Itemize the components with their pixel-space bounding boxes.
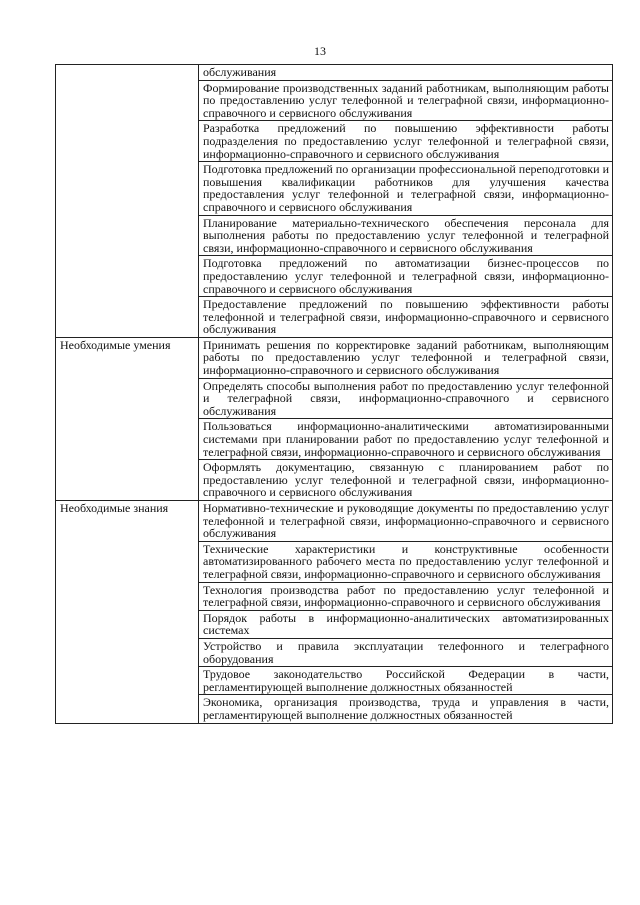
cell-text: Подготовка предложений по организации профессиональной переподготовки и повышения квалификации работников для улучшения качества предоставления услуг телефонной и телеграфной связи, информационно-справочного и сервисного обслуживания <box>203 162 609 214</box>
table-cell <box>199 667 613 695</box>
cell-text: Разработка предложений по повышению эффективности работы подразделения по предоставлению услуг телефонной и телеграфной связи, информационно-справочного и сервисного обслуживания <box>203 121 609 161</box>
cell-text: Оформлять документацию, связанную с планированием работ по предоставлению услуг телефонной и телеграфной связи, информационно-справочного и сервисного обслуживания <box>203 460 609 500</box>
cell-text: обслуживания <box>203 65 277 79</box>
table-cell <box>199 215 613 256</box>
table-row <box>56 501 613 542</box>
cell-text: Нормативно-технические и руководящие документы по предоставлению услуг телефонной и телеграфной связи, информационно-справочного и сервисного обслуживания <box>203 501 609 541</box>
table-cell <box>199 460 613 501</box>
cell-text: Принимать решения по корректировке заданий работникам, выполняющим работы по предоставлению услуг телефонной и телеграфной связи, информационно-справочного и сервисного обслуживания <box>203 337 609 378</box>
cell-text: Пользоваться информационно-аналитическими автоматизированными системами при планировании работ по предоставлению услуг телефонной и телеграфной связи, информационно-справочного и сервисного обслуживания <box>203 419 609 459</box>
cell-text: Предоставление предложений по повышению эффективности работы телефонной и телеграфной связи, информационно-справочного и сервисного обслуживания <box>203 297 609 337</box>
table-cell <box>199 80 613 121</box>
cell-text: Технология производства работ по предоставлению услуг телефонной и телеграфной связи, информационно-справочного и сервисного обслуживания <box>203 582 609 610</box>
cell-text: Устройство и правила эксплуатации телефонного и телеграфного оборудования <box>203 638 609 666</box>
cell-text: Определять способы выполнения работ по предоставлению услуг телефонной и телеграфной связи, информационно-справочного и сервисного обслуживания <box>203 378 609 418</box>
table-cell <box>199 419 613 460</box>
cell-text: Формирование производственных заданий работникам, выполняющим работы по предоставлению услуг телефонной и телеграфной связи, информационно-справочного и сервисного обслуживания <box>203 80 609 120</box>
cell-text: Порядок работы в информационно-аналитических автоматизированных системах <box>203 610 609 638</box>
cell-text: Планирование материально-технического обеспечения персонала для выполнения работы по предоставлению услуг телефонной и телеграфной связи, информационно-справочного и сервисного обслуживания <box>203 215 609 255</box>
section-label <box>56 65 199 338</box>
table-cell <box>199 501 613 542</box>
cell-text: Трудовое законодательство Российской Федерации в части, регламентирующей выполнение должностных обязанностей <box>203 667 609 694</box>
cell-text: Подготовка предложений по автоматизации бизнес-процессов по предоставлению услуг телефонной и телеграфной связи, информационно-справочного и сервисного обслуживания <box>203 256 609 296</box>
table-cell <box>199 121 613 162</box>
table-cell <box>199 65 613 81</box>
table-cell <box>199 638 613 666</box>
table-cell <box>199 541 613 582</box>
table-cell <box>199 297 613 338</box>
table-cell <box>199 378 613 419</box>
section-label: Необходимые знания <box>56 501 199 724</box>
page-number: 13 <box>314 44 326 58</box>
cell-text: Экономика, организация производства, труда и управления в части, регламентирующей выполнение должностных обязанностей <box>203 695 609 722</box>
table-cell <box>199 582 613 610</box>
competency-table <box>55 64 613 724</box>
cell-text: Технические характеристики и конструктивные особенности автоматизированного рабочего места по предоставлению услуг телефонной и телеграфной связи, информационно-справочного и сервисного обслуживания <box>203 541 609 581</box>
table-cell <box>199 610 613 638</box>
table-row <box>56 337 613 378</box>
table-row <box>56 65 613 81</box>
table-cell <box>199 256 613 297</box>
section-label: Необходимые умения <box>56 337 199 500</box>
table-cell <box>199 695 613 723</box>
table-cell <box>199 162 613 215</box>
table-cell <box>199 337 613 378</box>
